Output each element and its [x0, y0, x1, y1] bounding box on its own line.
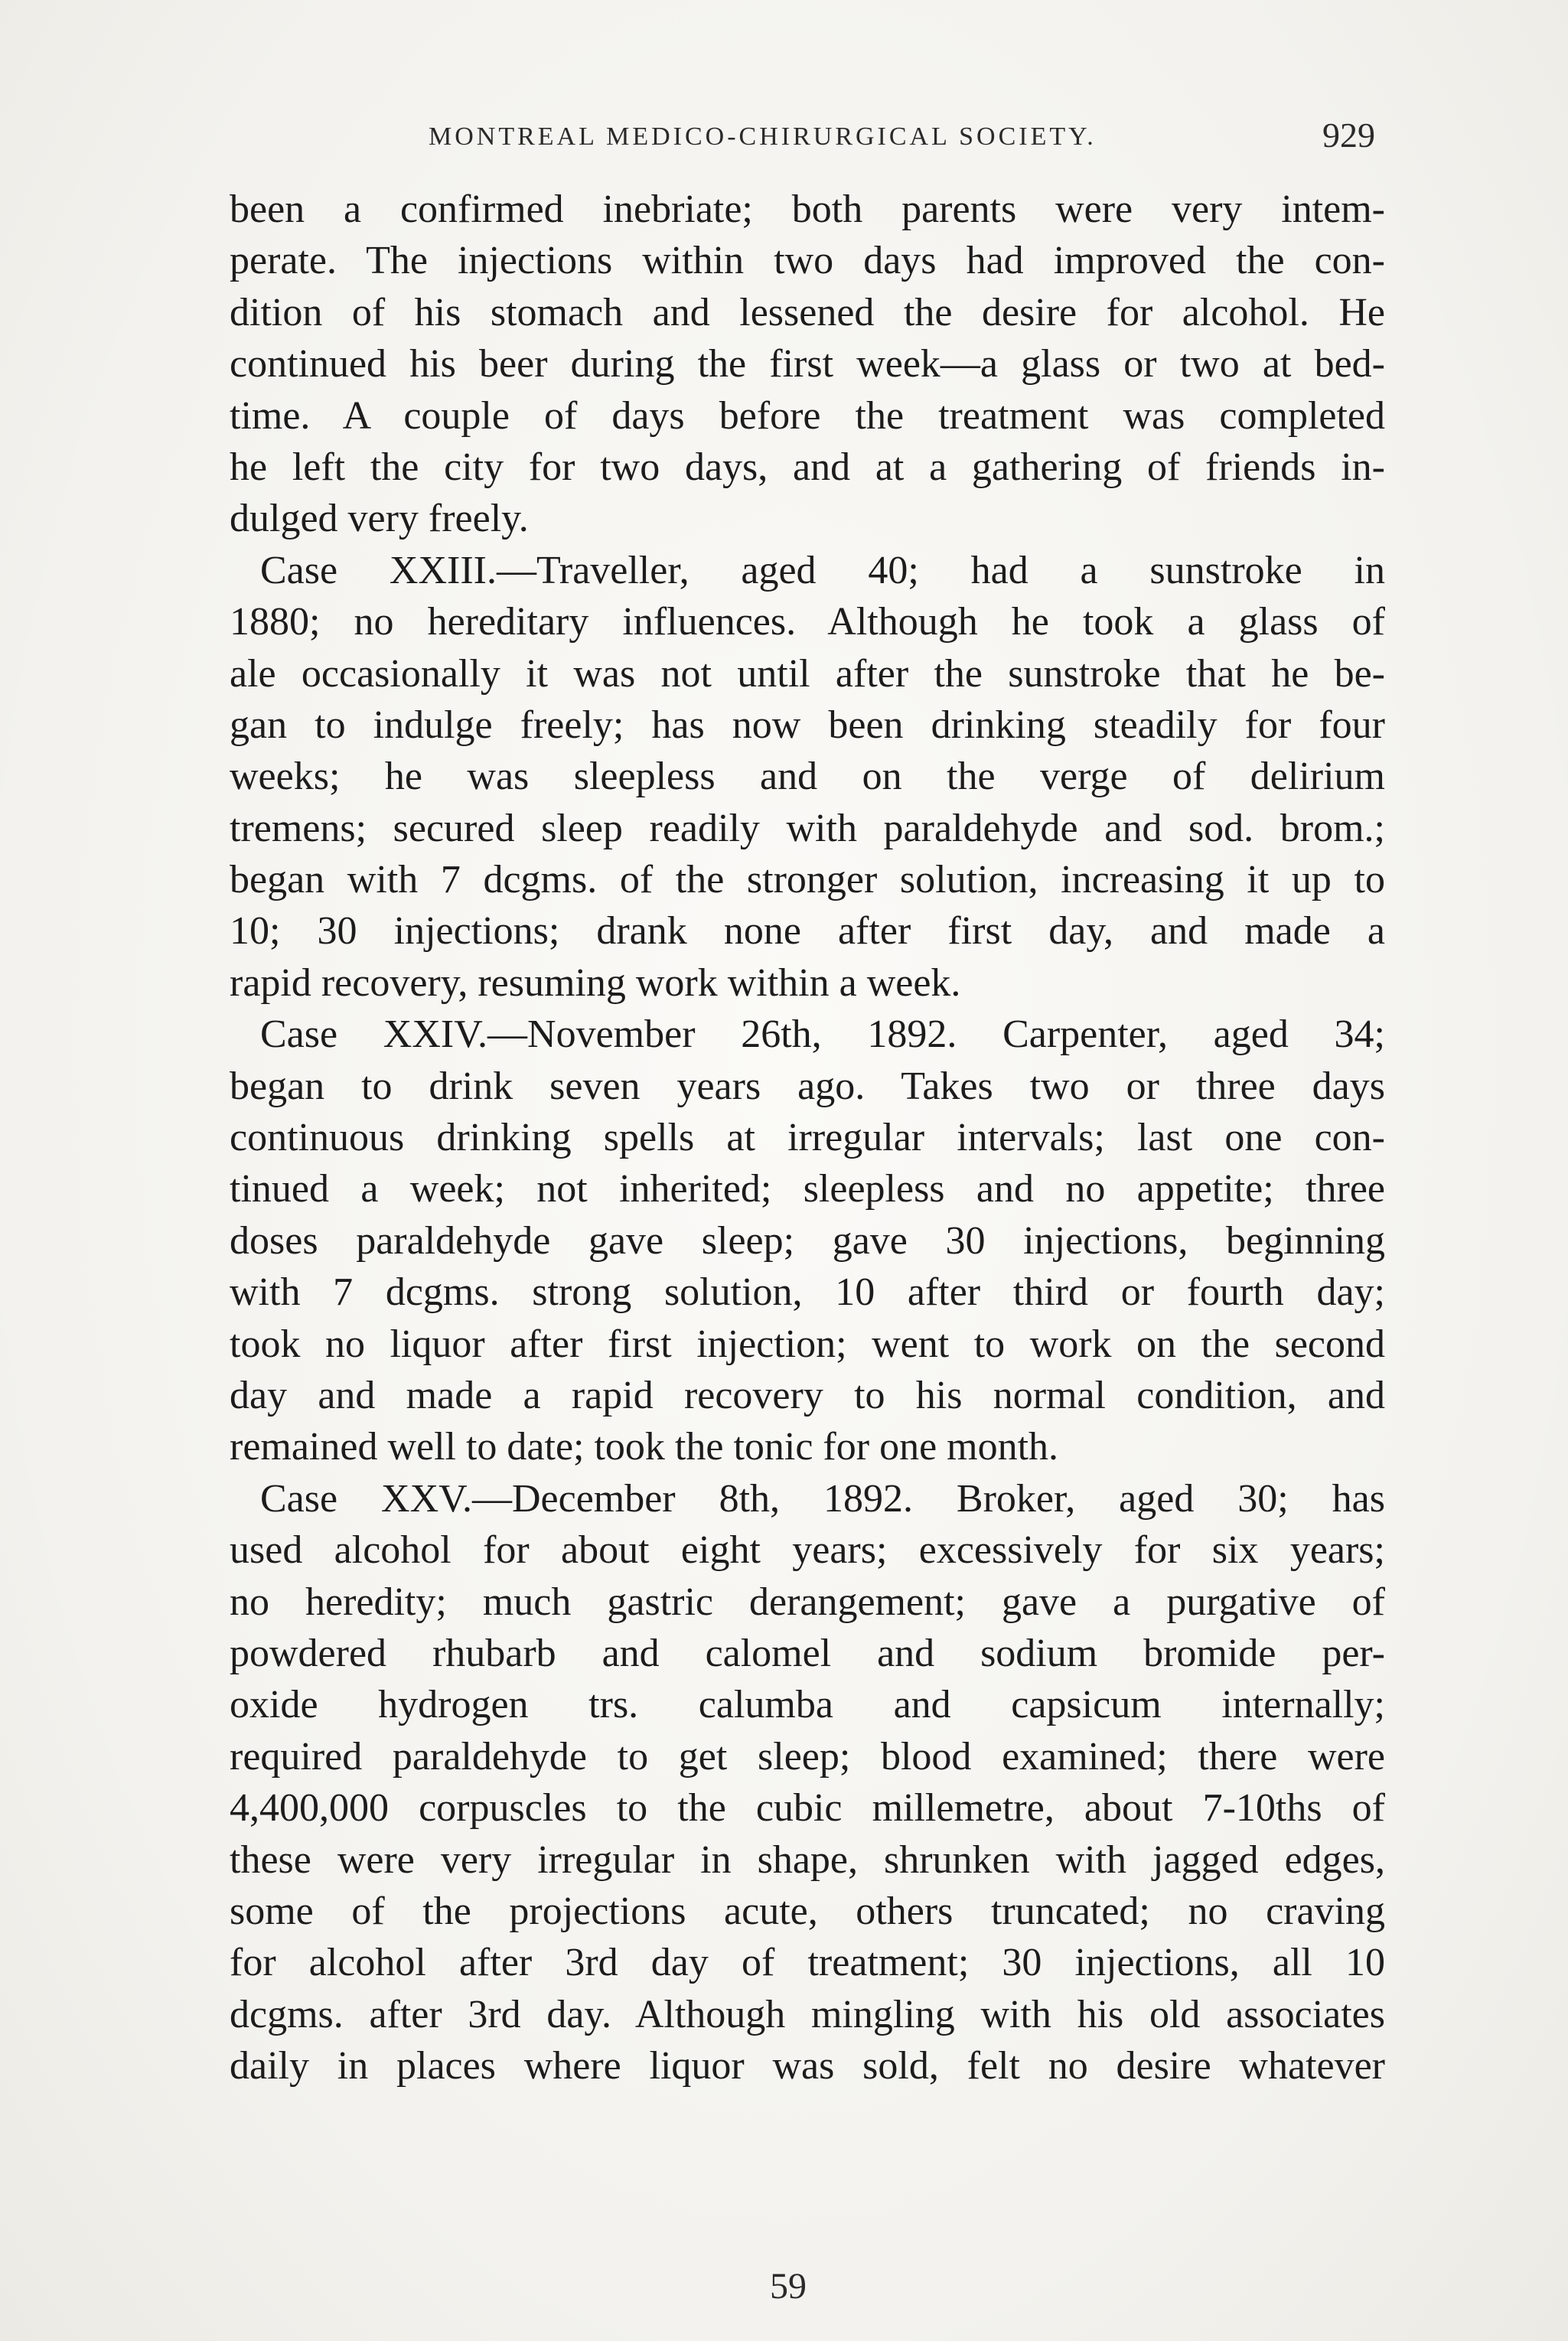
running-title: MONTREAL MEDICO-CHIRURGICAL SOCIETY. — [429, 122, 1097, 151]
text-line: rapid recovery, resuming work within a week. — [230, 960, 961, 1005]
text-line: perate. The injections within two days had improved the con- — [230, 239, 1385, 283]
text-line: some of the projections acute, others truncated; no craving — [230, 1889, 1385, 1933]
text-line: required paraldehyde to get sleep; blood examined; there were — [230, 1734, 1385, 1779]
text-line: dcgms. after 3rd day. Although mingling with his old associates — [230, 1992, 1385, 2036]
text-line: ale occasionally it was not until after the sunstroke that he be- — [230, 651, 1385, 696]
text-line: remained well to date; took the tonic for one month. — [230, 1425, 1059, 1469]
text-line: tinued a week; not inherited; sleepless and no appetite; three — [230, 1167, 1385, 1211]
text-line: 1880; no hereditary influences. Although he took a glass of — [230, 600, 1385, 644]
text-line: tremens; secured sleep readily with paraldehyde and sod. brom.; — [230, 806, 1385, 850]
text-line: been a confirmed inebriate; both parents were very intem- — [230, 187, 1385, 231]
text-line: for alcohol after 3rd day of treatment; 30 injections, all 10 — [230, 1941, 1385, 1985]
text-line: gan to indulge freely; has now been drinking steadily for four — [230, 703, 1385, 747]
text-line: powdered rhubarb and calomel and sodium bromide per- — [230, 1631, 1385, 1675]
text-line: 10; 30 injections; drank none after first day, and made a — [230, 909, 1385, 954]
text-line: used alcohol for about eight years; excessively for six years; — [230, 1528, 1385, 1573]
text-line: day and made a rapid recovery to his normal condition, and — [230, 1373, 1385, 1417]
text-line: no heredity; much gastric derangement; gave a purgative of — [230, 1580, 1385, 1624]
text-line: time. A couple of days before the treatment was completed — [230, 393, 1385, 438]
text-line: 4,400,000 corpuscles to the cubic millemetre, about 7-10ths of — [230, 1786, 1385, 1831]
text-line: daily in places where liquor was sold, felt no desire whatever — [230, 2044, 1385, 2088]
case-heading-line: Case XXIV.—November 26th, 1892. Carpenter, aged 34; — [260, 1012, 1385, 1057]
text-line: doses paraldehyde gave sleep; gave 30 injections, beginning — [230, 1218, 1385, 1263]
text-line: began with 7 dcgms. of the stronger solution, increasing it up to — [230, 858, 1385, 902]
text-line: dulged very freely. — [230, 497, 529, 541]
page-number: 929 — [1322, 116, 1375, 155]
text-line: these were very irregular in shape, shrunken with jagged edges, — [230, 1837, 1385, 1882]
text-line: began to drink seven years ago. Takes two or three days — [230, 1064, 1385, 1108]
body-text — [230, 184, 1385, 2092]
text-line: continued his beer during the first week—a glass or two at bed- — [230, 342, 1385, 386]
signature-mark: 59 — [770, 2266, 807, 2307]
text-line: he left the city for two days, and at a gathering of friends in- — [230, 445, 1385, 489]
text-line: continuous drinking spells at irregular intervals; last one con- — [230, 1116, 1385, 1160]
text-line: with 7 dcgms. strong solution, 10 after third or fourth day; — [230, 1270, 1385, 1315]
case-heading-line: Case XXV.—December 8th, 1892. Broker, aged 30; has — [260, 1476, 1385, 1521]
text-line: weeks; he was sleepless and on the verge of delirium — [230, 755, 1385, 799]
text-line: took no liquor after first injection; went to work on the second — [230, 1322, 1385, 1366]
text-line: oxide hydrogen trs. calumba and capsicum internally; — [230, 1683, 1385, 1727]
text-line: dition of his stomach and lessened the desire for alcohol. He — [230, 290, 1385, 334]
case-heading-line: Case XXIII.—Traveller, aged 40; had a sunstroke in — [260, 548, 1385, 592]
